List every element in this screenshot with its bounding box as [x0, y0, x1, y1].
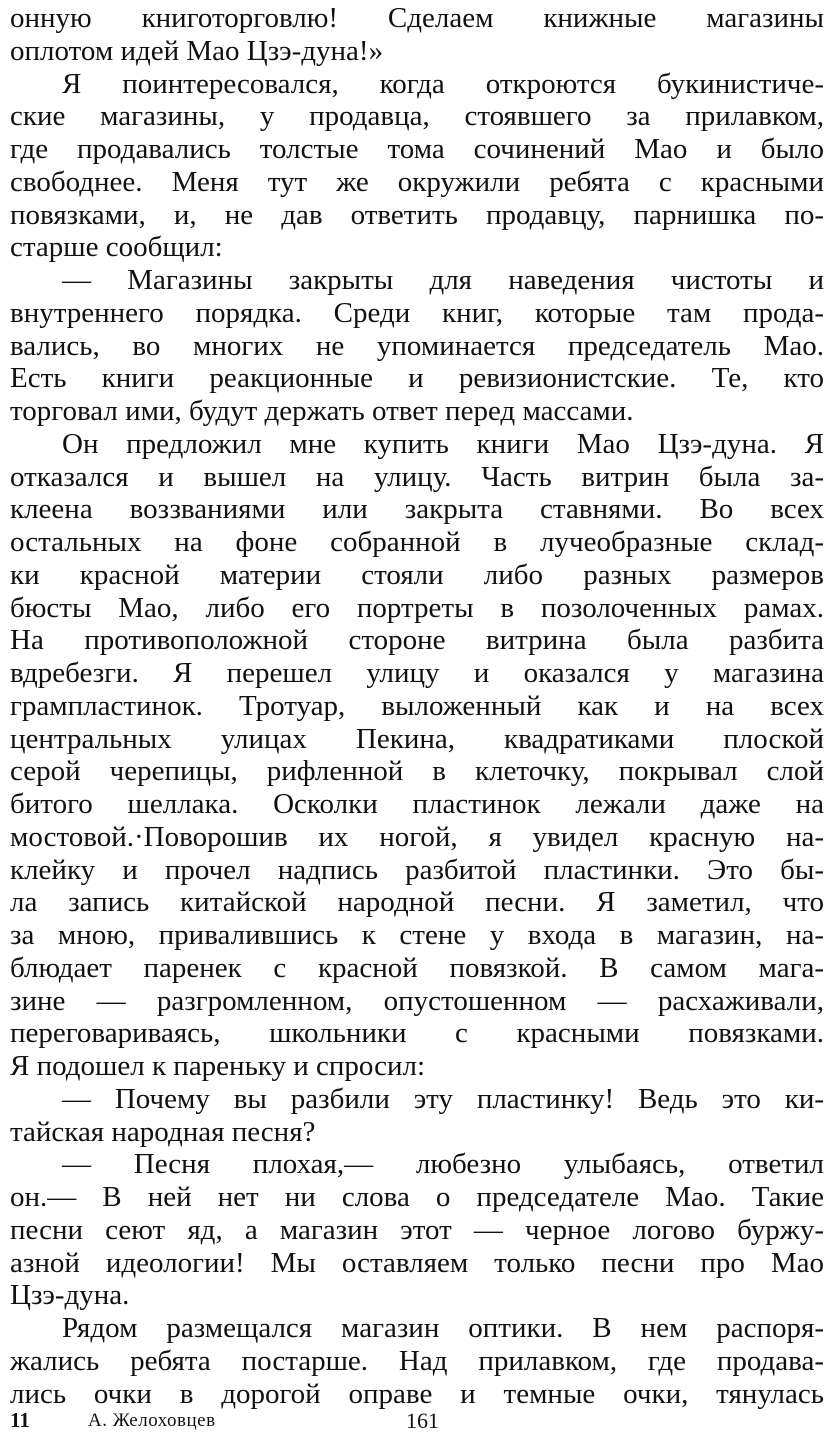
text-line: жались ребята постарше. Над прилавком, где продава-	[10, 1344, 824, 1377]
text-line: торговал ими, будут держать ответ перед массами.	[10, 395, 634, 427]
text-line: Цзэ-дуна.	[10, 1279, 130, 1312]
text-line: битого шеллака. Осколки пластинок лежали даже на	[10, 788, 824, 820]
text-line: клеена воззваниями или закрыта ставнями. Во всех	[10, 493, 824, 526]
text-line: Я поинтересовался, когда откроются букинистиче-	[62, 67, 824, 100]
text-line: Есть книги реакционные и ревизионистские. Те, кто	[10, 362, 824, 395]
text-line: свободнее. Меня тут же окружили ребята с красными	[10, 165, 824, 198]
text-line: остальных на фоне собранной в лучеобразные склад-	[10, 526, 824, 558]
text-line: Рядом размещался магазин оптики. В нем распоря-	[62, 1312, 824, 1344]
footer-author: А. Желоховцев	[88, 1410, 216, 1431]
text-line: вдребезги. Я перешел улицу и оказался у магазина	[10, 657, 824, 689]
text-line: мостовой.·Поворошив их ногой, я увидел красную на-	[10, 820, 824, 853]
text-line: центральных улицах Пекина, квадратиками плоской	[10, 722, 824, 755]
text-line: повязками, и, не дав ответить продавцу, парнишка по-	[10, 198, 824, 231]
signature-mark: 11	[10, 1408, 30, 1432]
text-line: он.— В ней нет ни слова о председателе Мао. Такие	[10, 1181, 824, 1213]
text-line: — Магазины закрыты для наведения чистоты и	[62, 264, 824, 296]
text-line: азной идеологии! Мы оставляем только песни про Мао	[10, 1246, 824, 1279]
text-line: оплотом идей Мао Цзэ-дуна!»	[10, 34, 384, 67]
page-body-text	[10, 2, 824, 1410]
text-line: ки красной материи стояли либо разных размеров	[10, 558, 824, 591]
text-line: — Песня плохая,— любезно улыбаясь, ответил	[62, 1148, 824, 1181]
text-line: за мною, привалившись к стене у входа в магазин, на-	[10, 919, 824, 951]
text-line: Он предложил мне купить книги Мао Цзэ-дуна. Я	[62, 427, 824, 460]
text-line: серой черепицы, рифленной в клеточку, покрывал слой	[10, 755, 824, 788]
text-line: отказался и вышел на улицу. Часть витрин была за-	[10, 460, 824, 493]
text-line: блюдает паренек с красной повязкой. В самом мага-	[10, 951, 824, 984]
text-line: — Почему вы разбили эту пластинку! Ведь это ки-	[62, 1082, 824, 1115]
text-line: ла запись китайской народной песни. Я заметил, что	[10, 886, 824, 919]
text-line: ские магазины, у продавца, стоявшего за прилавком,	[10, 100, 824, 133]
text-line: лись очки в дорогой оправе и темные очки, тянулась	[10, 1377, 824, 1410]
book-page	[10, 0, 824, 1449]
text-line: клейку и прочел надпись разбитой пластинки. Это бы-	[10, 853, 824, 886]
text-line: зине — разгромленном, опустошенном — расхаживали,	[10, 984, 824, 1017]
text-line: песни сеют яд, а магазин этот — черное логово буржу-	[10, 1213, 824, 1246]
text-line: бюсты Мао, либо его портреты в позолоченных рамах.	[10, 591, 824, 624]
text-line: онную книготорговлю! Сделаем книжные магазины	[10, 2, 824, 34]
text-line: вались, во многих не упоминается председатель Мао.	[10, 329, 824, 362]
text-line: Я подошел к пареньку и спросил:	[10, 1050, 426, 1082]
page-footer	[10, 1408, 824, 1440]
text-line: На противоположной стороне витрина была разбита	[10, 624, 824, 657]
text-line: где продавались толстые тома сочинений Мао и было	[10, 133, 824, 165]
text-line: тайская народная песня?	[10, 1115, 316, 1148]
text-line: грампластинок. Тротуар, выложенный как и на всех	[10, 689, 824, 722]
text-line: старше сообщил:	[10, 231, 223, 264]
text-line: внутреннего порядка. Среди книг, которые там прода-	[10, 296, 824, 329]
page-number: 161	[406, 1408, 439, 1433]
text-line: переговариваясь, школьники с красными повязками.	[10, 1017, 824, 1050]
